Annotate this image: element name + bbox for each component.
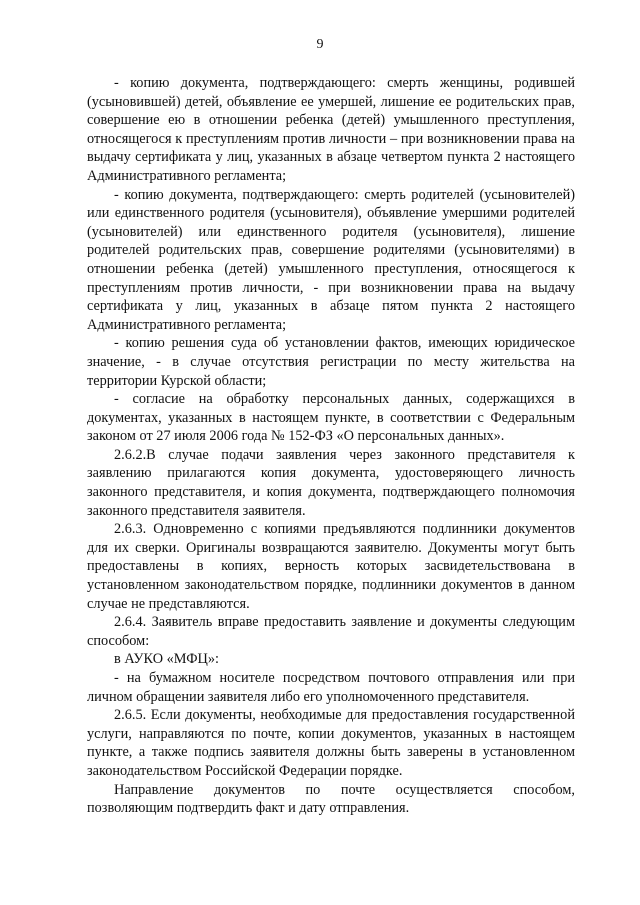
paragraph-court-decision: - копию решения суда об установлении фактов, имеющих юридическое значение, - в случае отсутствия регистрации по месту жительства на территории Курской области;	[87, 335, 575, 389]
paragraph-mfc: в АУКО «МФЦ»:	[114, 651, 220, 668]
paragraph-copy-mother-death: - копию документа, подтверждающего: смерть женщины, родившей (усыновившей) детей, объявление ее умершей, лишение ее родительских прав, совершение ею в отношении ребенка (детей) умышленного преступления, относящегося к преступлениям против личности – при возникновении права на выдачу сертификата у лиц, указанных в абзаце четвертом пункта 2 настоящего Административного регламента;	[87, 75, 575, 184]
document-body	[87, 74, 575, 818]
paragraph-paper-submission: - на бумажном носителе посредством почтового отправления или при личном обращении заявителя либо его уполномоченного представителя.	[87, 670, 575, 705]
paragraph-copy-parents-death: - копию документа, подтверждающего: смерть родителей (усыновителей) или единственного родителя (усыновителя), объявление умершими родителей (усыновителей) или единственного родителя (усыновителя), лишение родителей родительских прав, совершение родителями (усыновителями) в отношении ребенка (детей) умышленного преступления, относящегося к преступлениям против личности, - при возникновении права на выдачу сертификата у лиц, указанных в абзаце пятом пункта 2 настоящего Административного регламента;	[87, 186, 575, 333]
paragraph-postal-method: Направление документов по почте осуществляется способом, позволяющим подтвердить факт и дату отправления.	[87, 781, 575, 817]
paragraph-2-6-2: 2.6.2.В случае подачи заявления через законного представителя к заявлению прилагаются копия документа, удостоверяющего личность законного представителя, и копия документа, подтверждающего полномочия законного представителя заявителя.	[87, 446, 575, 519]
page-number: 9	[316, 37, 324, 52]
paragraph-2-6-5: 2.6.5. Если документы, необходимые для предоставления государственной услуги, направляются по почте, копии документов, указанных в настоящем пункте, а также подпись заявителя должны быть заверены в установленном законодательством Российской Федерации порядке.	[87, 707, 575, 779]
paragraph-2-6-4: 2.6.4. Заявитель вправе предоставить заявление и документы следующим способом:	[87, 614, 575, 649]
paragraph-2-6-3: 2.6.3. Одновременно с копиями предъявляются подлинники документов для их сверки. Оригиналы возвращаются заявителю. Документы могут быть предоставлены в копиях, верность которых засвидетельствована в установленном законодательством порядке, подлинники документов в данном случае не представляются.	[87, 521, 575, 612]
paragraph-personal-data-consent: - согласие на обработку персональных данных, содержащихся в документах, указанных в настоящем пункте, в соответствии с Федеральным законом от 27 июля 2006 года № 152-ФЗ «О персональных данных».	[87, 391, 575, 445]
